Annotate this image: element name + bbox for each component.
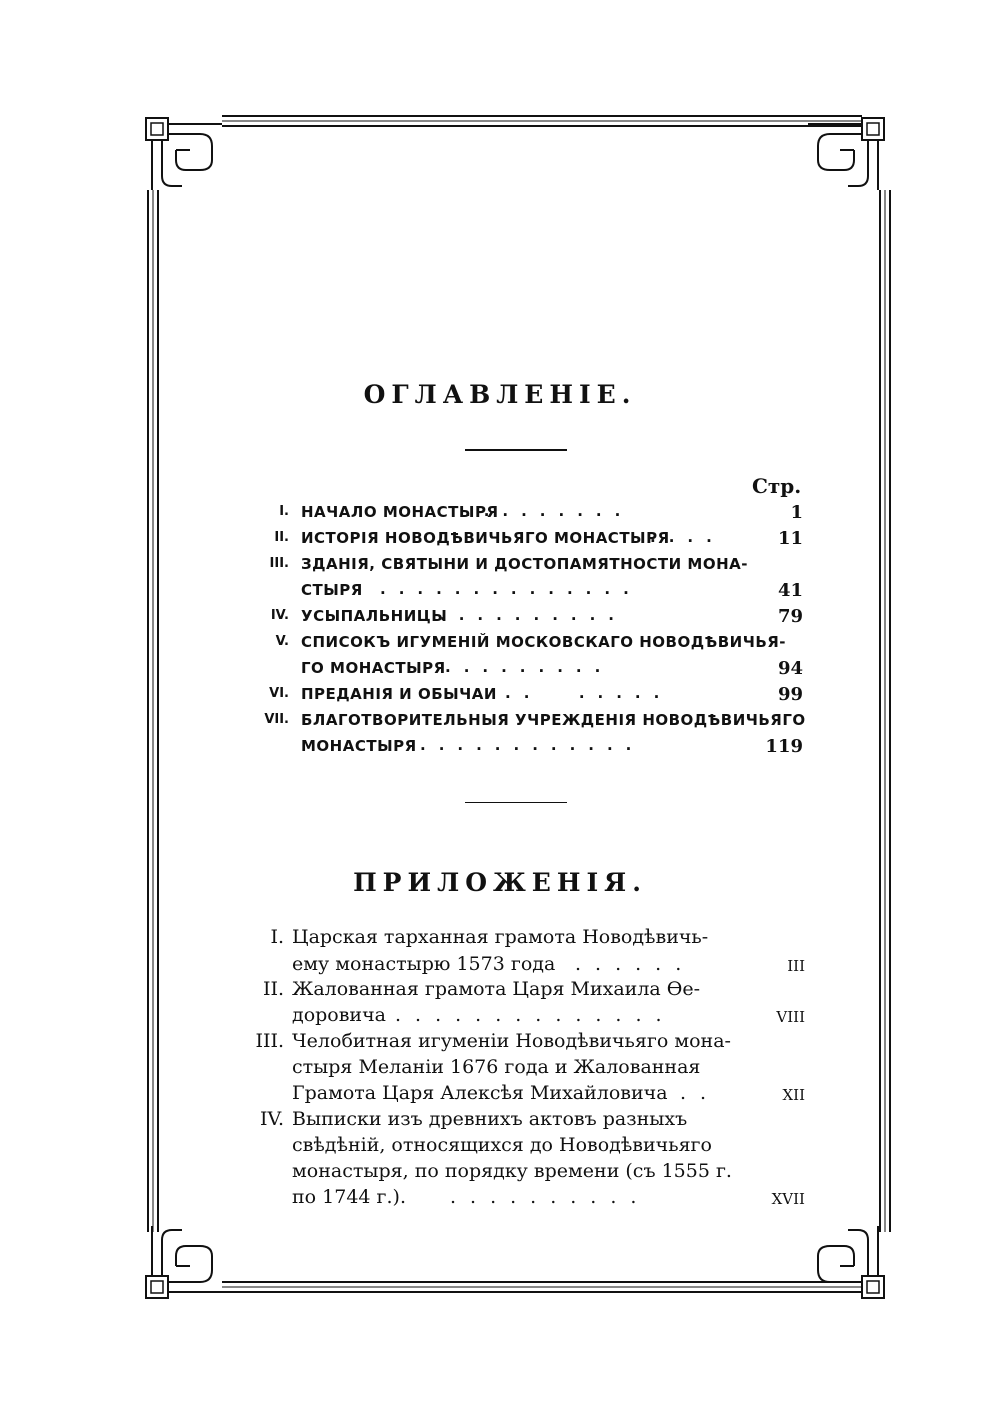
dot-leader: .... xyxy=(650,528,725,546)
appendix-title: Выписки изъ древнихъ актовъ разныхъ xyxy=(292,1108,688,1130)
toc-page: 1 xyxy=(790,502,803,523)
toc-entry-continued xyxy=(255,656,803,682)
appendix-number: III. xyxy=(255,1030,284,1052)
dot-leader: ...... xyxy=(575,953,696,975)
appendix-number: I. xyxy=(270,926,284,948)
dot-leader: .. ..... xyxy=(505,684,673,702)
toc-title: ИСТОРІЯ НОВОДѢВИЧЬЯГО МОНАСТЫРЯ xyxy=(301,529,670,547)
dot-leader: ............ xyxy=(420,736,645,754)
toc-number: III. xyxy=(269,556,289,571)
toc-title: СТЫРЯ xyxy=(301,581,363,599)
appendix-title: по 1744 г.). xyxy=(292,1186,406,1208)
toc-entry xyxy=(255,552,803,578)
appendix-title: стыря Меланіи 1676 года и Жалованная xyxy=(292,1056,701,1078)
toc-entry xyxy=(255,630,803,656)
appendix-entry-continued xyxy=(240,953,805,981)
toc-entry xyxy=(255,500,803,526)
toc-title: УСЫПАЛЬНИЦЫ xyxy=(301,607,448,625)
appendix-entry-continued xyxy=(240,1082,805,1110)
appendix-title: Грамота Царя Алексѣя Михайловича xyxy=(292,1082,668,1104)
toc-entry xyxy=(255,526,803,552)
toc-entry xyxy=(255,682,803,708)
toc-number: IV. xyxy=(270,608,289,623)
toc-page: 99 xyxy=(777,684,803,705)
dot-leader: .............. xyxy=(380,580,642,598)
toc-heading: ОГЛАВЛЕНІЕ. xyxy=(363,380,637,409)
toc-page: 41 xyxy=(777,580,803,601)
toc-number: I. xyxy=(279,504,289,519)
toc-title: ПРЕДАНІЯ И ОБЫЧАИ xyxy=(301,685,497,703)
appendix-entry xyxy=(240,978,805,1006)
appendix-entry-continued xyxy=(240,1134,805,1162)
dot-leader: .......... xyxy=(440,606,627,624)
appendix-heading: ПРИЛОЖЕНІЯ. xyxy=(353,868,647,897)
dot-leader: .......... xyxy=(450,1186,651,1208)
toc-page: 94 xyxy=(777,658,803,679)
appendix-page: XVII xyxy=(771,1190,805,1208)
appendix-title: монастыря, по порядку времени (съ 1555 г. xyxy=(292,1160,732,1182)
toc-title: БЛАГОТВОРИТЕЛЬНЫЯ УЧРЕЖДЕНІЯ НОВОДѢВИЧЬЯГО xyxy=(301,711,806,729)
appendix-number: IV. xyxy=(260,1108,284,1130)
appendix-title: Челобитная игуменіи Новодѣвичьяго мона- xyxy=(292,1030,731,1052)
toc-title: СПИСОКЪ ИГУМЕНІЙ МОСКОВСКАГО НОВОДѢВИЧЬЯ- xyxy=(301,633,787,651)
toc-title: МОНАСТЫРЯ xyxy=(301,737,417,755)
appendix-title: Царская тарханная грамота Новодѣвичь- xyxy=(292,926,709,948)
toc-title: ЗДАНІЯ, СВЯТЫНИ И ДОСТОПАМЯТНОСТИ МОНА- xyxy=(301,555,748,573)
appendix-entry-continued xyxy=(240,1186,805,1214)
heading-divider xyxy=(465,449,567,451)
toc-title: ГО МОНАСТЫРЯ xyxy=(301,659,446,677)
dot-leader: ......... xyxy=(465,502,634,520)
appendix-title: Жалованная грамота Царя Михаила Ѳе- xyxy=(292,978,701,1000)
appendix-page: XII xyxy=(782,1086,805,1104)
toc-page: 11 xyxy=(777,528,803,549)
dot-leader: .. xyxy=(680,1082,721,1104)
toc-entry xyxy=(255,604,803,630)
dot-leader: .............. xyxy=(395,1004,676,1026)
toc-entry-continued xyxy=(255,734,803,760)
dot-leader: ......... xyxy=(445,658,614,676)
section-divider xyxy=(465,802,567,803)
toc-number: VII. xyxy=(264,712,289,727)
toc-number: II. xyxy=(274,530,289,545)
toc-page: 119 xyxy=(765,736,803,757)
appendix-entry xyxy=(240,1108,805,1136)
appendix-entry-continued xyxy=(240,1004,805,1032)
toc-page: 79 xyxy=(777,606,803,627)
toc-number: VI. xyxy=(269,686,289,701)
appendix-number: II. xyxy=(262,978,284,1000)
toc-title: НАЧАЛО МОНАСТЫРЯ xyxy=(301,503,499,521)
appendix-page: III xyxy=(787,957,805,975)
toc-entry xyxy=(255,708,806,734)
toc-number: V. xyxy=(275,634,289,649)
appendix-page: VIII xyxy=(776,1008,805,1026)
appendix-entry-continued xyxy=(240,1056,805,1084)
appendix-title: доровича xyxy=(292,1004,386,1026)
page-column-label: Стр. xyxy=(752,474,802,498)
appendix-entry xyxy=(240,926,805,954)
appendix-title: свѣдѣній, относящихся до Новодѣвичьяго xyxy=(292,1134,712,1156)
appendix-entry-continued xyxy=(240,1160,805,1188)
toc-entry-continued xyxy=(255,578,803,604)
appendix-title: ему монастырю 1573 года xyxy=(292,953,556,975)
appendix-entry xyxy=(240,1030,805,1058)
